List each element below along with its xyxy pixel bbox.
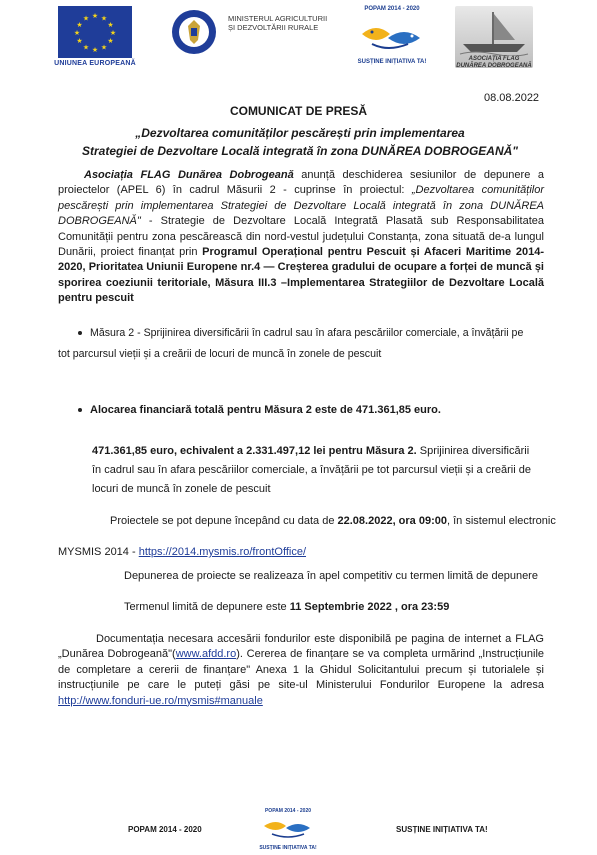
- popam-logo-title: POPAM 2014 - 2020: [364, 6, 420, 12]
- program-name: Programul Operațional pentru Pescuit și Afaceri Maritime 2014-2020, Prioritatea Uniunii Europene nr.4 — Creșterea gradului de ocupare a forței de muncă și sporirea coeziunii teritoriale, Măsura III.3 –Implementarea Strategiilor de Dezvoltare Locală pentru pescuit: [58, 246, 544, 305]
- document-date: 08.08.2022: [484, 92, 540, 104]
- measure-bullet-line-2: tot parcursul vieții și a creării de locuri de muncă în zonele de pescuit: [58, 348, 382, 360]
- measure-bullet: [78, 326, 548, 341]
- submission-date: 22.08.2022, ora 09:00: [337, 515, 447, 527]
- document-title: COMUNICAT DE PRESĂ: [229, 104, 368, 118]
- mysmis-line: [58, 546, 558, 558]
- document-subtitle: [60, 124, 540, 160]
- deadline-date: 11 Septembrie 2022 , ora 23:59: [289, 601, 450, 613]
- subtitle-line-1: „Dezvoltarea comunităților pescărești prin implementarea: [135, 126, 465, 140]
- svg-text:★: ★: [100, 14, 108, 23]
- bullet-dot: [78, 408, 82, 412]
- mysmis-link[interactable]: https://2014.mysmis.ro/frontOffice/: [138, 546, 307, 558]
- organization-name: Asociația FLAG Dunărea Dobrogeană: [84, 169, 294, 181]
- svg-text:★: ★: [73, 29, 81, 37]
- allocation-text: Alocarea financiară totală pentru Măsura 2 este de 471.361,85 euro.: [90, 404, 441, 416]
- project-name: „Dezvoltarea comunităților pescărești prin implementarea Strategiei de Dezvoltare Locală integrată în zona DUNĂREA DOBROGEANĂ": [58, 184, 544, 228]
- afdd-link[interactable]: www.afdd.ro: [175, 648, 237, 661]
- flag-caption-line-2: DUNĂREA DOBROGEANĂ: [456, 63, 532, 69]
- ministry-name: [228, 14, 348, 32]
- svg-text:★: ★: [107, 21, 114, 29]
- fonduri-link[interactable]: http://www.fonduri-ue.ro/mysmis#manuale: [58, 694, 263, 707]
- doc-text-a: Documentația necesara accesării fondurilor este disponibilă pe pagina de internet a FLAG „Dunărea Dobrogeană"(: [58, 633, 544, 661]
- flag-caption-line-1: ASOCIAȚIA FLAG: [468, 56, 520, 62]
- submission-text-b: , în sistemul electronic: [447, 515, 556, 527]
- amount-paragraph: [92, 442, 540, 499]
- svg-text:★: ★: [91, 12, 99, 20]
- svg-text:★: ★: [76, 37, 83, 45]
- svg-text:★: ★: [100, 43, 108, 52]
- svg-text:★: ★: [82, 43, 90, 52]
- footer-logo-title: POPAM 2014 - 2020: [264, 808, 312, 814]
- flag-logo-caption: [455, 56, 533, 70]
- footer-right-text: SUSȚINE INIȚIATIVA TA!: [396, 825, 488, 834]
- intro-text-b: - Strategie de Dezvoltare Locală Integrată Plasată sub Responsabilitatea Comunității pentru zona pescărească din nord-vestul județului Constanța, zona situată de-a lungul Dunării, proiect finanțat prin: [58, 215, 544, 259]
- amount-bold: 471.361,85 euro, echivalent a 2.331.497,12 lei pentru Măsura 2.: [92, 445, 417, 457]
- footer-logo-slogan: SUSȚINE INIȚIATIVA TA!: [259, 845, 317, 851]
- measure-bullet-line-1: Măsura 2 - Sprijinirea diversificării în cadrul sau în afara pescăriilor comerciale, a învățării pe: [90, 327, 524, 339]
- footer-popam-logo: [252, 806, 324, 848]
- svg-text:★: ★: [109, 29, 117, 37]
- amount-text: Sprijinirea diversificării în cadrul sau în afara pescăriilor comerciale, a învățării pe tot parcursul vieții și a creării de locuri de muncă în zonele de pescuit: [92, 445, 531, 495]
- popam-logo: [352, 4, 432, 66]
- eu-caption: UNIUNEA EUROPEANĂ: [54, 60, 136, 67]
- svg-text:★: ★: [107, 37, 114, 45]
- submission-text-a: Proiectele se pot depune începând cu data de: [110, 515, 338, 527]
- allocation-bullet: [78, 404, 548, 416]
- svg-text:★: ★: [82, 14, 90, 23]
- eu-flag-logo: [58, 6, 132, 58]
- footer-left-text: POPAM 2014 - 2020: [128, 825, 202, 834]
- deposit-note: Depunerea de proiecte se realizeaza în apel competitiv cu termen limită de depunere: [124, 570, 538, 582]
- ministry-line-1: MINISTERUL AGRICULTURII: [228, 14, 328, 23]
- ministry-line-2: ȘI DEZVOLTĂRII RURALE: [228, 23, 319, 32]
- submission-start: [110, 515, 560, 527]
- subtitle-line-2: Strategiei de Dezvoltare Locală integrată în zona DUNĂREA DOBROGEANĂ": [82, 144, 518, 158]
- mysmis-label: MYSMIS 2014 -: [58, 546, 139, 558]
- deadline-line: [124, 601, 554, 613]
- intro-paragraph: [58, 168, 544, 307]
- svg-text:★: ★: [76, 21, 83, 29]
- government-logo: [170, 4, 218, 60]
- intro-text-a: anunță deschiderea sesiunilor de depunere a proiectelor (APEL 6) în cadrul Măsurii 2 - cuprinse în proiectul:: [58, 169, 544, 197]
- deadline-text: Termenul limită de depunere este: [124, 601, 290, 613]
- popam-slogan: SUSȚINE INIȚIATIVA TA!: [357, 59, 427, 65]
- documentation-paragraph: [58, 632, 544, 709]
- svg-text:★: ★: [91, 46, 99, 54]
- bullet-dot: [78, 331, 82, 335]
- doc-text-b: ). Cererea de finanțare se va completa urmărind „Instrucțiunile de completare a cererii de finanțare" Anexa 1 la Ghidul Solicitantului precum și tutorialele și instrucțiunile pe care le puteți găsi pe site-ul Ministerului Fondurilor Europene la adresa: [58, 648, 545, 692]
